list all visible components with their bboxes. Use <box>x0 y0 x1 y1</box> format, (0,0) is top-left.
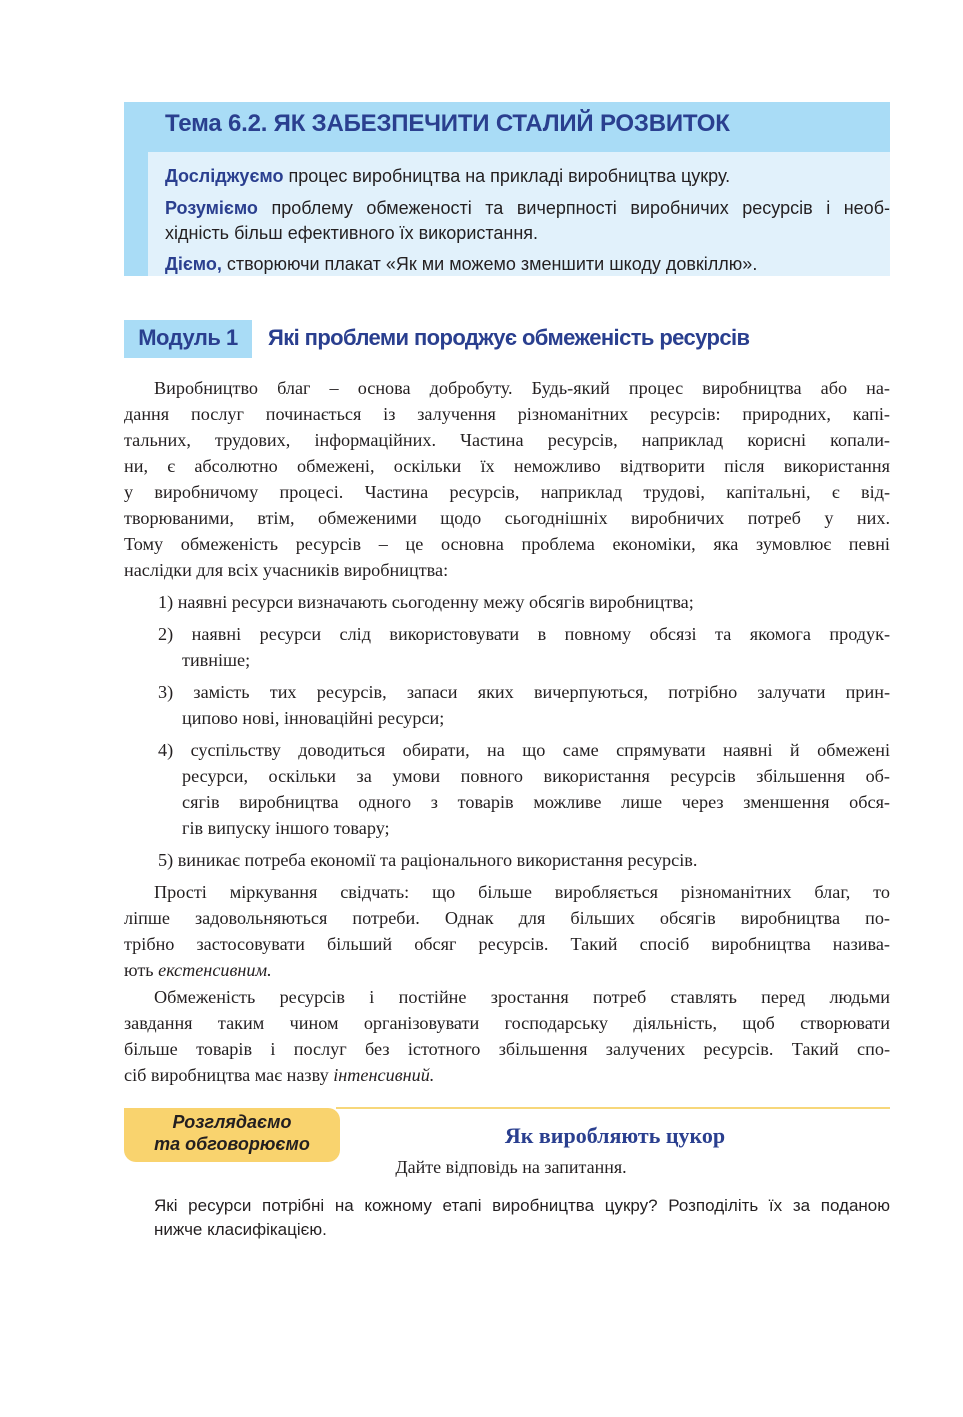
list-item: 4) суспільству доводиться обирати, на що саме спрямувати наявні й обмежені <box>158 740 891 760</box>
list-item-cont: ресурси, оскільки за умови повного використання ресурсів збільшення об- <box>182 766 890 786</box>
list-item-cont: тивніше; <box>182 650 251 670</box>
text-line: завдання таким чином організовувати господарську діяльність, щоб створювати <box>124 1013 890 1033</box>
discussion-title: Як виробляють цукор <box>504 1123 726 1148</box>
term-extensive: екстенсивним. <box>158 960 272 980</box>
goal-understand: Розуміємо проблему обмеженості та вичерпності виробничих ресурсів і необ- <box>165 198 890 218</box>
text-line: тальних, трудових, інформаційних. Частина ресурсів, наприклад корисні копали- <box>124 430 890 450</box>
list-item-cont: ципово нові, інноваційні ресурси; <box>182 708 445 728</box>
text-line: дання послуг починається із залучення різноманітних ресурсів: природних, капі- <box>124 404 890 424</box>
term-intensive: інтенсивний. <box>333 1065 435 1085</box>
list-item-cont: гів випуску іншого товару; <box>182 818 390 838</box>
text-line: Виробництво благ – основа добробуту. Будь-який процес виробництва або на- <box>154 378 890 398</box>
topic-title: Тема 6.2. ЯК ЗАБЕЗПЕЧИТИ СТАЛИЙ РОЗВИТОК <box>165 110 730 137</box>
list-item: 5) виникає потреба економії та раціонального використання ресурсів. <box>158 850 698 870</box>
text-line: у виробничому процесі. Частина ресурсів, наприклад трудові, капітальні, є від- <box>124 482 890 502</box>
module-label: Модуль 1 <box>138 325 238 350</box>
text-line: ють екстенсивним. <box>124 960 272 980</box>
question-line: нижче класифікацією. <box>154 1220 327 1239</box>
module-title: Які проблеми породжує обмеженість ресурсів <box>268 325 750 350</box>
section-divider <box>336 1107 890 1109</box>
discussion-subtitle: Дайте відповідь на запитання. <box>395 1157 627 1177</box>
text-line: трібно застосовувати більший обсяг ресурсів. Такий спосіб виробництва назива- <box>124 934 890 954</box>
list-item-cont: сягів виробництва одного з товарів можливе лише через зменшення обся- <box>182 792 890 812</box>
text-line: наслідки для всіх учасників виробництва: <box>124 560 449 580</box>
question-line: Які ресурси потрібні на кожному етапі виробництва цукру? Розподіліть їх за поданою <box>154 1196 890 1215</box>
text-line: творюваними, втім, обмеженими щодо сьогоднішніх виробничих потреб у них. <box>124 508 890 528</box>
discussion-badge-label: Розглядаємо та обговорюємо <box>154 1112 310 1154</box>
text-line: сіб виробництва має назву інтенсивний. <box>124 1065 435 1085</box>
topic-side-strip <box>124 152 148 276</box>
text-line: Обмеженість ресурсів і постійне зростання потреб ставлять перед людьми <box>154 987 890 1007</box>
goal-act: Діємо, створюючи плакат «Як ми можемо зменшити шкоду довкіллю». <box>165 254 758 274</box>
goal-understand-cont: хідність більш ефективного їх використання. <box>165 223 539 243</box>
text-line: більше товарів і послуг без істотного збільшення залучених ресурсів. Такий спо- <box>124 1039 890 1059</box>
goal-explore: Досліджуємо процес виробництва на прикладі виробництва цукру. <box>165 166 731 186</box>
text-line: Прості міркування свідчать: що більше виробляється різноманітних благ, то <box>154 882 890 902</box>
text-line: ни, є абсолютно обмежені, оскільки їх неможливо відтворити після використання <box>124 456 890 476</box>
list-item: 3) замість тих ресурсів, запаси яких вичерпуються, потрібно залучати прин- <box>158 682 891 702</box>
list-item: 1) наявні ресурси визначають сьогоденну межу обсягів виробництва; <box>158 592 694 612</box>
list-item: 2) наявні ресурси слід використовувати в повному обсязі та якомога продук- <box>158 624 890 644</box>
text-line: Тому обмеженість ресурсів – це основна проблема економіки, яка зумовлює певні <box>124 534 890 554</box>
text-line: ліпше задовольняються потреби. Однак для більших обсягів виробництва по- <box>124 908 890 928</box>
